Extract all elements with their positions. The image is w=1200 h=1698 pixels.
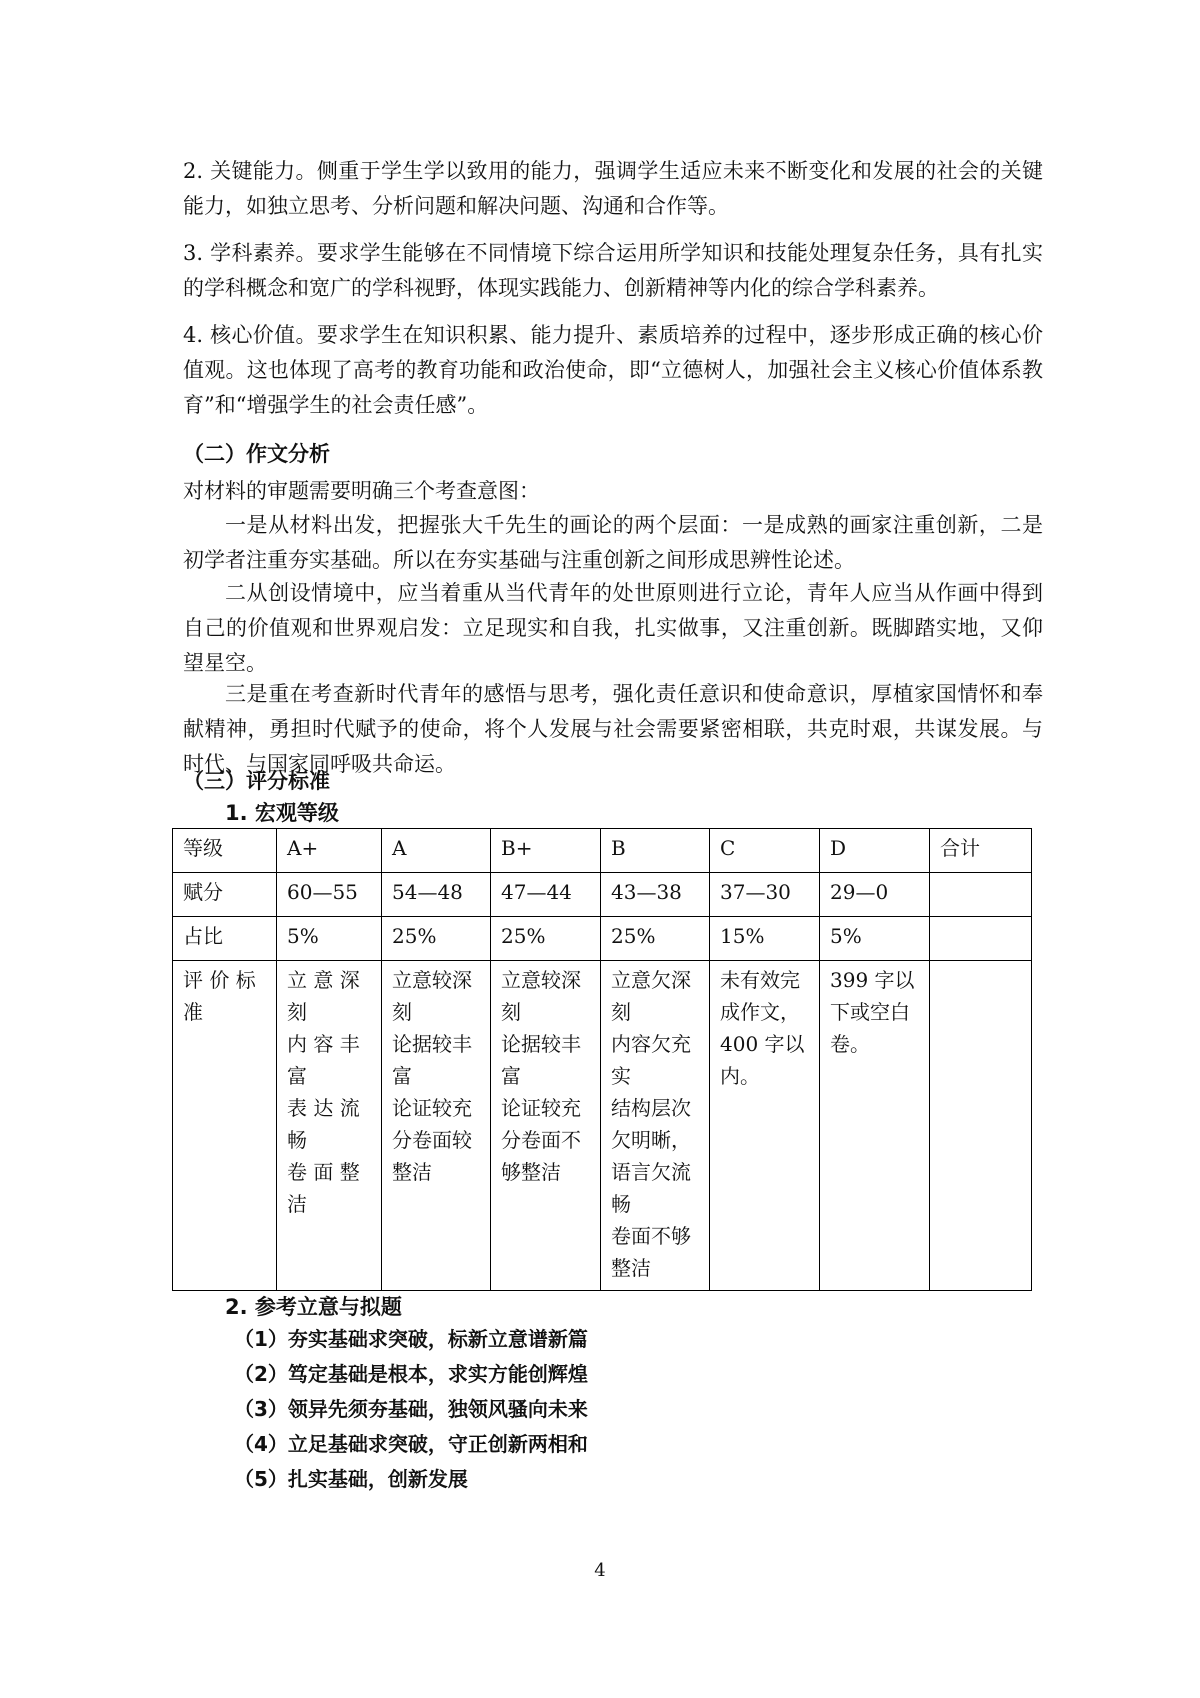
cell-line: 分卷面较 — [392, 1128, 472, 1152]
cell-line: 卷。 — [830, 1032, 870, 1056]
cell-line: 论据较丰 — [392, 1032, 472, 1056]
list-item: （2）笃定基础是根本，求实方能创辉煌 — [234, 1362, 588, 1386]
table-cell: 54—48 — [382, 873, 491, 917]
table-cell — [930, 917, 1032, 961]
cell-line: 立意较深 — [392, 968, 472, 992]
paragraph-key-ability: 2. 关键能力。侧重于学生学以致用的能力，强调学生适应未来不断变化和发展的社会的关键能力，如独立思考、分析问题和解决问题、沟通和合作等。 — [183, 159, 1043, 218]
cell-line: 整洁 — [392, 1160, 432, 1184]
cell-line: 立意较深 — [501, 968, 581, 992]
cell-line: 卷 面 整 — [287, 1160, 360, 1184]
cell-line: 刻 — [287, 1000, 307, 1024]
cell-line: 分卷面不 — [501, 1128, 581, 1152]
cell-line: 立 意 深 — [287, 968, 360, 992]
cell-line: 够整洁 — [501, 1160, 561, 1184]
table-cell-criteria-label — [173, 961, 277, 1291]
list-item: （3）领异先须夯基础，独领风骚向未来 — [234, 1397, 588, 1421]
cell-line: 399 字以 — [830, 968, 915, 992]
cell-line: 富 — [287, 1064, 307, 1088]
cell-line: 成作文， — [720, 1000, 800, 1024]
table-row-grade — [173, 829, 1032, 873]
cell-line: 论证较充 — [392, 1096, 472, 1120]
cell-line: 富 — [392, 1064, 412, 1088]
table-cell: 合计 — [930, 829, 1032, 873]
table-cell: 29—0 — [820, 873, 930, 917]
list-item: （5）扎实基础，创新发展 — [234, 1467, 468, 1491]
cell-line: 400 字以 — [720, 1032, 805, 1056]
table-cell-criteria-bplus — [491, 961, 601, 1291]
cell-line: 刻 — [392, 1000, 412, 1024]
cell-line: 内。 — [720, 1064, 760, 1088]
heading-essay-analysis: （二）作文分析 — [183, 442, 330, 466]
cell-line: 内 容 丰 — [287, 1032, 360, 1056]
table-cell: A+ — [277, 829, 382, 873]
table-cell-criteria-b — [601, 961, 710, 1291]
cell-line: 欠明晰， — [611, 1128, 691, 1152]
table-row-criteria — [173, 961, 1032, 1291]
table-cell: A — [382, 829, 491, 873]
table-cell — [930, 873, 1032, 917]
cell-line: 整洁 — [611, 1256, 651, 1280]
table-cell: 占比 — [173, 917, 277, 961]
table-cell: 等级 — [173, 829, 277, 873]
table-cell: 37—30 — [710, 873, 820, 917]
cell-line: 下或空白 — [830, 1000, 910, 1024]
table-cell: D — [820, 829, 930, 873]
cell-line: 畅 — [611, 1192, 631, 1216]
table-cell-criteria-c — [710, 961, 820, 1291]
subheading-macro-grade: 1. 宏观等级 — [225, 801, 339, 825]
table-cell: 5% — [820, 917, 930, 961]
table-cell: 43—38 — [601, 873, 710, 917]
cell-line: 未有效完 — [720, 968, 800, 992]
table-cell: C — [710, 829, 820, 873]
paragraph-intro: 对材料的审题需要明确三个考查意图： — [183, 479, 540, 503]
cell-line: 结构层次 — [611, 1096, 691, 1120]
cell-line: 刻 — [611, 1000, 631, 1024]
cell-line: 富 — [501, 1064, 521, 1088]
table-row-score — [173, 873, 1032, 917]
table-cell-criteria-aplus — [277, 961, 382, 1291]
paragraph-subject-literacy: 3. 学科素养。要求学生能够在不同情境下综合运用所学知识和技能处理复杂任务，具有扎实的学科概念和宽广的学科视野，体现实践能力、创新精神等内化的综合学科素养。 — [183, 241, 1043, 300]
list-item: （4）立足基础求突破，守正创新两相和 — [234, 1432, 588, 1456]
cell-line: 语言欠流 — [611, 1160, 691, 1184]
table-cell: 25% — [601, 917, 710, 961]
table-cell: B — [601, 829, 710, 873]
paragraph-point-3: 三是重在考查新时代青年的感悟与思考，强化责任意识和使命意识，厚植家国情怀和奉献精神，勇担时代赋予的使命，将个人发展与社会需要紧密相联，共克时艰，共谋发展。与时代、与国家同呼吸共命运。 — [183, 682, 1043, 776]
table-row-ratio — [173, 917, 1032, 961]
subheading-reference-ideas: 2. 参考立意与拟题 — [225, 1295, 402, 1319]
cell-line: 洁 — [287, 1192, 307, 1216]
paragraph-core-value: 4. 核心价值。要求学生在知识积累、能力提升、素质培养的过程中，逐步形成正确的核心价值观。这也体现了高考的教育功能和政治使命，即“立德树人，加强社会主义核心价值体系教育”和“增强学生的社会责任感”。 — [183, 323, 1043, 417]
list-item: （1）夯实基础求突破，标新立意谱新篇 — [234, 1327, 588, 1351]
table-cell: 15% — [710, 917, 820, 961]
paragraph-point-2: 二从创设情境中，应当着重从当代青年的处世原则进行立论，青年人应当从作画中得到自己的价值观和世界观启发：立足现实和自我，扎实做事，又注重创新。既脚踏实地，又仰望星空。 — [183, 581, 1043, 675]
cell-line: 论据较丰 — [501, 1032, 581, 1056]
cell-line: 刻 — [501, 1000, 521, 1024]
table-cell: B+ — [491, 829, 601, 873]
cell-line: 评 价 标 — [183, 968, 256, 992]
heading-scoring-standard: （三）评分标准 — [183, 769, 330, 793]
cell-line: 内容欠充 — [611, 1032, 691, 1056]
cell-line: 卷面不够 — [611, 1224, 691, 1248]
cell-line: 论证较充 — [501, 1096, 581, 1120]
table-cell: 25% — [491, 917, 601, 961]
table-cell: 25% — [382, 917, 491, 961]
cell-line: 准 — [183, 1000, 203, 1024]
table-cell-criteria-d — [820, 961, 930, 1291]
ideas-list — [234, 1322, 588, 1497]
table-cell: 5% — [277, 917, 382, 961]
table-cell-criteria-total — [930, 961, 1032, 1291]
grading-table — [172, 828, 1032, 1291]
page-number: 4 — [594, 1560, 606, 1581]
cell-line: 实 — [611, 1064, 631, 1088]
table-cell: 47—44 — [491, 873, 601, 917]
table-cell: 60—55 — [277, 873, 382, 917]
table-cell-criteria-a — [382, 961, 491, 1291]
paragraph-point-1: 一是从材料出发，把握张大千先生的画论的两个层面：一是成熟的画家注重创新，二是初学者注重夯实基础。所以在夯实基础与注重创新之间形成思辨性论述。 — [183, 513, 1043, 572]
cell-line: 表 达 流 — [287, 1096, 360, 1120]
table-cell: 赋分 — [173, 873, 277, 917]
cell-line: 畅 — [287, 1128, 307, 1152]
cell-line: 立意欠深 — [611, 968, 691, 992]
